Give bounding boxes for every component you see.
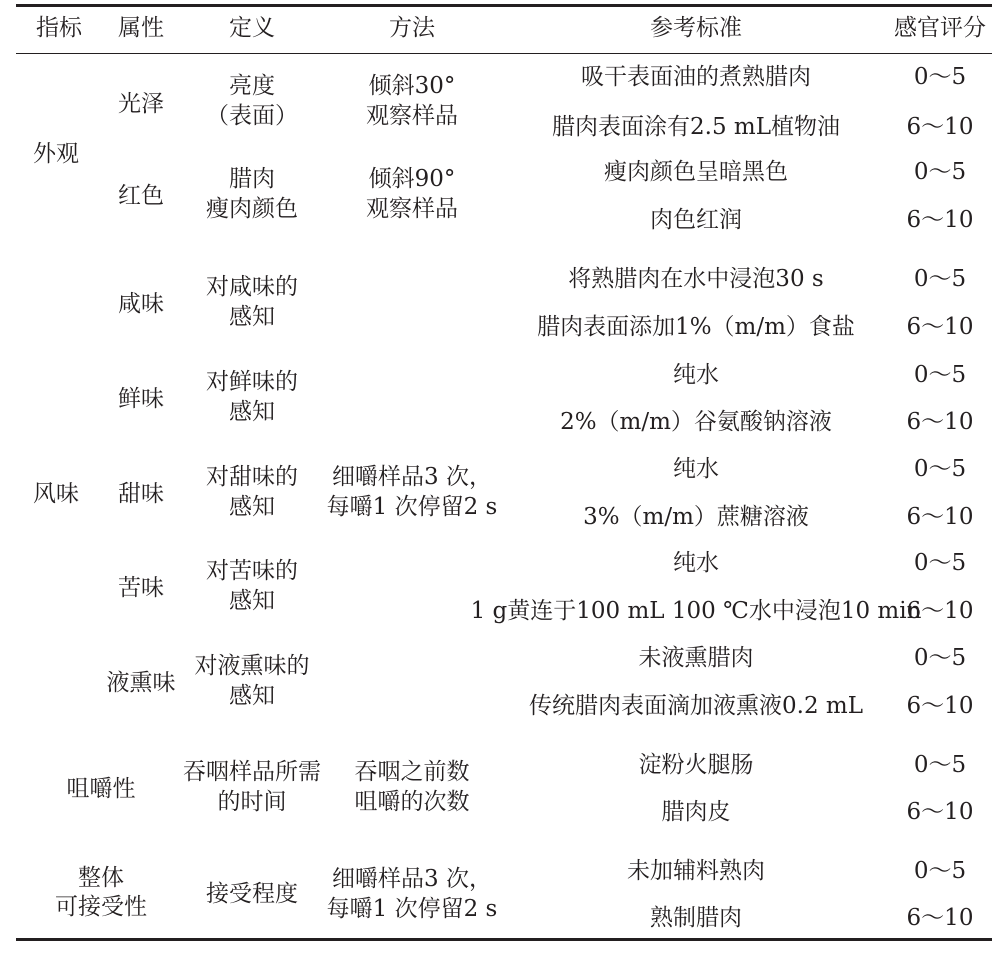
definition-salty-line1: 对咸味的	[206, 274, 298, 300]
score-cell: 0～5	[913, 456, 967, 482]
score-cell: 6～10	[906, 409, 974, 435]
definition-gloss	[206, 71, 298, 131]
method-chewiness-line2: 咀嚼的次数	[354, 789, 470, 815]
score-cell: 6～10	[906, 504, 974, 530]
method-chewiness	[355, 757, 470, 817]
method-flavor-line1: 细嚼样品3 次，	[332, 464, 492, 490]
reference-cell: 淀粉火腿肠	[638, 752, 754, 778]
method-overall-line1: 细嚼样品3 次，	[332, 866, 492, 892]
header-method: 方法	[389, 15, 435, 41]
reference-cell: 3%（m/m）蔗糖溶液	[583, 504, 809, 530]
reference-cell: 腊肉表面添加1%（m/m）食盐	[537, 314, 855, 340]
score-cell: 6～10	[906, 598, 974, 624]
definition-umami	[206, 367, 298, 427]
method-chewiness-line1: 吞咽之前数	[354, 759, 470, 785]
reference-cell: 瘦肉颜色呈暗黑色	[604, 159, 788, 185]
definition-gloss-line1: 亮度	[229, 73, 275, 99]
definition-salty-line2: 感知	[229, 304, 275, 330]
method-gloss-line1: 倾斜30°	[368, 73, 456, 99]
attribute-red: 红色	[118, 183, 164, 209]
indicator-appearance: 外观	[33, 141, 79, 167]
definition-umami-line1: 对鲜味的	[206, 369, 298, 395]
header-score: 感官评分	[894, 15, 986, 41]
header-attribute: 属性	[118, 15, 164, 41]
method-gloss	[366, 71, 458, 131]
score-cell: 6～10	[906, 314, 974, 340]
definition-red-line1: 腊肉	[229, 166, 275, 192]
method-gloss-line2: 观察样品	[366, 103, 458, 129]
attribute-gloss: 光泽	[118, 91, 164, 117]
definition-red	[206, 164, 298, 224]
attribute-salty: 咸味	[118, 291, 164, 317]
definition-chewiness-line2: 的时间	[217, 789, 287, 815]
score-cell: 0～5	[913, 159, 967, 185]
reference-cell: 未加辅料熟肉	[627, 858, 765, 884]
definition-smoke	[195, 651, 310, 711]
score-cell: 0～5	[913, 64, 967, 90]
definition-bitter-line1: 对苦味的	[206, 558, 298, 584]
definition-salty	[206, 272, 298, 332]
method-flavor	[327, 462, 498, 522]
definition-bitter	[206, 556, 298, 616]
method-overall-line2: 每嚼1 次停留2 s	[326, 896, 498, 922]
score-cell: 6～10	[906, 799, 974, 825]
definition-smoke-line2: 感知	[229, 683, 275, 709]
top-rule	[16, 4, 992, 7]
reference-cell: 2%（m/m）谷氨酸钠溶液	[560, 409, 832, 435]
indicator-overall-line2: 可接受性	[55, 894, 147, 920]
reference-cell: 纯水	[673, 362, 719, 388]
indicator-flavor: 风味	[33, 481, 79, 507]
score-cell: 0～5	[913, 550, 967, 576]
definition-overall: 接受程度	[206, 881, 298, 907]
header-definition: 定义	[229, 15, 275, 41]
method-red-line2: 观察样品	[366, 196, 458, 222]
score-cell: 0～5	[913, 858, 967, 884]
reference-cell: 纯水	[673, 456, 719, 482]
definition-umami-line2: 感知	[229, 399, 275, 425]
score-cell: 0～5	[913, 362, 967, 388]
definition-sweet-line1: 对甜味的	[206, 464, 298, 490]
definition-sweet-line2: 感知	[229, 494, 275, 520]
reference-cell: 腊肉皮	[661, 799, 731, 825]
method-flavor-line2: 每嚼1 次停留2 s	[326, 494, 498, 520]
reference-cell: 将熟腊肉在水中浸泡30 s	[568, 266, 824, 292]
method-red-line1: 倾斜90°	[368, 166, 456, 192]
score-cell: 0～5	[913, 752, 967, 778]
method-red	[366, 164, 458, 224]
header-indicator: 指标	[36, 15, 82, 41]
reference-cell: 1 g黄连于100 mL 100 ℃水中浸泡10 min	[470, 598, 922, 624]
indicator-overall-line1: 整体	[78, 865, 124, 891]
definition-red-line2: 瘦肉颜色	[206, 196, 298, 222]
score-cell: 6～10	[906, 114, 974, 140]
score-cell: 0～5	[913, 266, 967, 292]
attribute-sweet: 甜味	[118, 481, 164, 507]
definition-chewiness	[183, 757, 321, 817]
method-overall	[327, 864, 498, 924]
definition-sweet	[206, 462, 298, 522]
indicator-chewiness: 咀嚼性	[66, 776, 136, 802]
reference-cell: 纯水	[673, 550, 719, 576]
reference-cell: 吸干表面油的煮熟腊肉	[581, 64, 811, 90]
header-reference: 参考标准	[650, 15, 742, 41]
definition-bitter-line2: 感知	[229, 588, 275, 614]
score-cell: 6～10	[906, 905, 974, 931]
attribute-umami: 鲜味	[118, 386, 164, 412]
bottom-rule	[16, 938, 992, 941]
reference-cell: 传统腊肉表面滴加液熏液0.2 mL	[529, 693, 863, 719]
reference-cell: 腊肉表面涂有2.5 mL植物油	[552, 114, 840, 140]
score-cell: 6～10	[906, 207, 974, 233]
definition-smoke-line1: 对液熏味的	[194, 653, 310, 679]
indicator-overall	[55, 864, 147, 922]
reference-cell: 肉色红润	[650, 207, 742, 233]
header-rule	[16, 53, 992, 54]
definition-gloss-line2: （表面）	[206, 103, 298, 129]
score-cell: 0～5	[913, 645, 967, 671]
definition-chewiness-line1: 吞咽样品所需	[183, 759, 321, 785]
reference-cell: 熟制腊肉	[650, 905, 742, 931]
attribute-smoke: 液熏味	[106, 670, 176, 696]
score-cell: 6～10	[906, 693, 974, 719]
attribute-bitter: 苦味	[118, 575, 164, 601]
reference-cell: 未液熏腊肉	[638, 645, 754, 671]
